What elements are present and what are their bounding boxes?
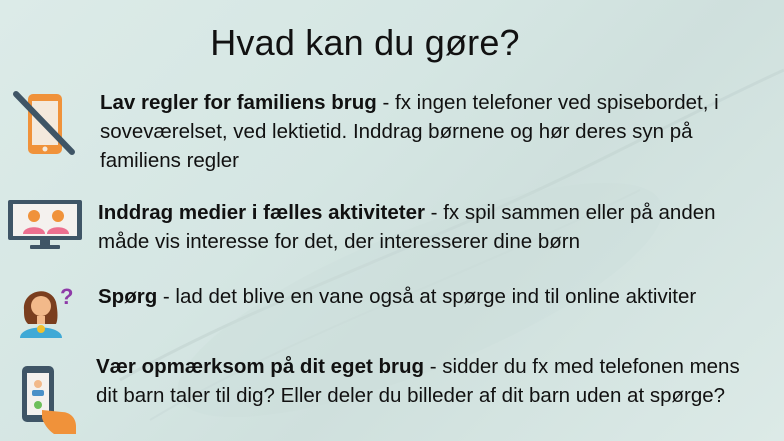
tip-text	[98, 282, 748, 311]
hand-phone-icon	[18, 364, 82, 436]
no-phone-icon	[10, 88, 82, 160]
tip-shared-activities	[98, 198, 748, 256]
tip-heading: Lav regler for familiens brug	[100, 91, 377, 114]
tip-ask	[98, 282, 748, 311]
tip-body: - lad det blive en vane også at spørge ind til online aktiviter	[157, 285, 697, 308]
tip-heading: Vær opmærksom på dit eget brug	[96, 355, 425, 378]
tip-body: - sidder du fx med telefonen mens dit barn taler til dig? Eller deler du billeder af dit barn uden at spørge?	[96, 355, 740, 407]
tip-heading: Inddrag medier i fælles aktiviteter	[98, 201, 425, 224]
family-screen-icon	[6, 198, 84, 254]
tip-text	[98, 198, 748, 256]
person-question-icon	[16, 280, 80, 338]
tip-body: - fx spil sammen eller på anden måde vis interesse for det, der interesserer dine børn	[98, 201, 716, 253]
tip-heading: Spørg	[98, 285, 158, 308]
page-title: Hvad kan du gøre?	[210, 22, 520, 63]
tip-family-rules	[100, 88, 750, 175]
tip-text	[100, 88, 750, 175]
svg-text:?: ?	[60, 284, 74, 309]
tip-own-usage	[96, 352, 766, 410]
tip-text	[96, 352, 766, 410]
tip-body: - fx ingen telefoner ved spisebordet, i soveværelset, ved lektietid. Inddrag børnene og hør deres syn på familiens regler	[100, 91, 719, 172]
